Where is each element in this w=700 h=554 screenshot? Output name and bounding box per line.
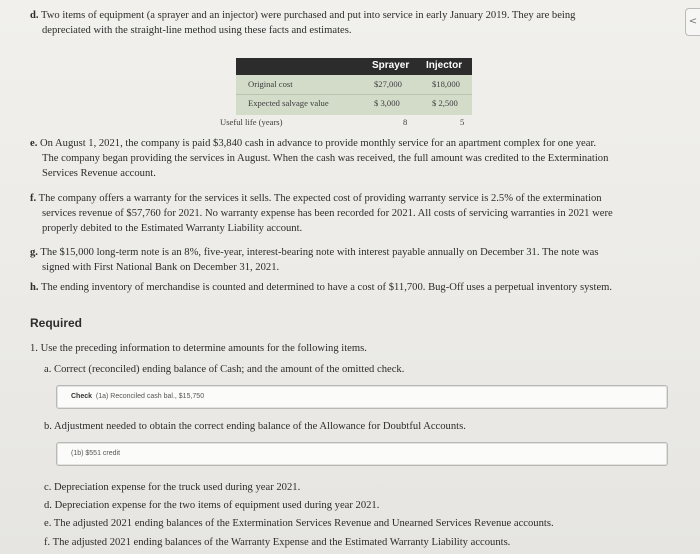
injector-value: 5 bbox=[460, 117, 465, 127]
sprayer-value: $27,000 bbox=[374, 79, 402, 89]
para-h-label: h. bbox=[30, 282, 39, 293]
para-e-line2: The company began providing the services in August. When the cash was received, the full amount was credited to the Extermination bbox=[42, 153, 609, 164]
para-d-label: d. bbox=[30, 10, 39, 21]
para-d-line1: Two items of equipment (a sprayer and an injector) were purchased and put into service in early January 2019. They are being bbox=[41, 10, 576, 21]
check-label: Check bbox=[71, 393, 93, 400]
answer-box-1a[interactable] bbox=[56, 385, 668, 409]
injector-value: $ 2,500 bbox=[432, 98, 458, 108]
required-item-b: b. Adjustment needed to obtain the correct ending balance of the Allowance for Doubtful Accounts. bbox=[44, 421, 466, 432]
check-value: (1a) Reconciled cash bal., $15,750 bbox=[95, 393, 205, 400]
table-row bbox=[236, 79, 472, 95]
para-g-label: g. bbox=[30, 247, 38, 258]
table-body bbox=[236, 75, 472, 115]
paragraph-e bbox=[30, 136, 608, 181]
paragraph-d bbox=[30, 8, 575, 38]
required-item-1: 1. Use the preceding information to determine amounts for the following items. bbox=[30, 343, 367, 354]
para-g-line2: signed with First National Bank on December 31, 2021. bbox=[42, 262, 280, 273]
row-label: Useful life (years) bbox=[220, 117, 283, 127]
collapse-tab-icon[interactable]: < bbox=[685, 8, 700, 36]
required-item-d: d. Depreciation expense for the two items of equipment used during year 2021. bbox=[44, 500, 380, 511]
answer-box-1b[interactable] bbox=[56, 442, 668, 466]
required-item-a: a. Correct (reconciled) ending balance of Cash; and the amount of the omitted check. bbox=[44, 364, 405, 375]
para-f-line3: properly debited to the Estimated Warranty Liability account. bbox=[42, 223, 303, 234]
sprayer-value: $ 3,000 bbox=[374, 98, 400, 108]
header-injector: Injector bbox=[426, 60, 463, 71]
row-divider bbox=[236, 94, 472, 95]
header-sprayer: Sprayer bbox=[372, 60, 410, 71]
paragraph-h bbox=[30, 280, 612, 295]
para-g-line1: The $15,000 long-term note is an 8%, five-year, interest-bearing note with interest payable annually on December 31. The note was bbox=[40, 247, 599, 258]
para-d-line2: depreciated with the straight-line method using these facts and estimates. bbox=[42, 25, 352, 36]
row-label: Original cost bbox=[248, 79, 293, 89]
required-item-c: c. Depreciation expense for the truck used during year 2021. bbox=[44, 482, 301, 493]
para-h-line1: The ending inventory of merchandise is counted and determined to have a cost of $11,700. Bug-Off uses a perpetual inventory system. bbox=[41, 282, 613, 293]
sprayer-value: 8 bbox=[403, 117, 408, 127]
para-e-line1: On August 1, 2021, the company is paid $3,840 cash in advance to provide monthly service for an apartment complex for one year. bbox=[40, 138, 597, 149]
paragraph-f bbox=[30, 191, 613, 236]
para-f-label: f. bbox=[30, 193, 37, 204]
required-item-e: e. The adjusted 2021 ending balances of the Extermination Services Revenue and Unearned Services Revenue accounts. bbox=[44, 518, 554, 529]
required-heading: Required bbox=[30, 316, 83, 330]
injector-value: $18,000 bbox=[432, 79, 460, 89]
para-e-label: e. bbox=[30, 138, 38, 149]
answer-box-1b-text: (1b) $551 credit bbox=[71, 450, 121, 457]
paragraph-g bbox=[30, 245, 598, 275]
answer-box-1a-text bbox=[71, 393, 204, 400]
table-header-row bbox=[236, 58, 472, 75]
table-row-useful-life bbox=[220, 117, 472, 131]
para-f-line2: services revenue of $57,760 for 2021. No warranty expense has been recorded for 2021. All costs of servicing warranties in 2021 were bbox=[42, 208, 613, 219]
para-e-line3: Services Revenue account. bbox=[42, 168, 156, 179]
required-item-f: f. The adjusted 2021 ending balances of the Warranty Expense and the Estimated Warranty Liability accounts. bbox=[44, 537, 511, 548]
para-f-line1: The company offers a warranty for the services it sells. The expected cost of providing warranty service is 2.5% of the extermination bbox=[38, 193, 602, 204]
row-label: Expected salvage value bbox=[248, 98, 329, 108]
equipment-table bbox=[236, 58, 472, 115]
table-row bbox=[236, 98, 472, 114]
